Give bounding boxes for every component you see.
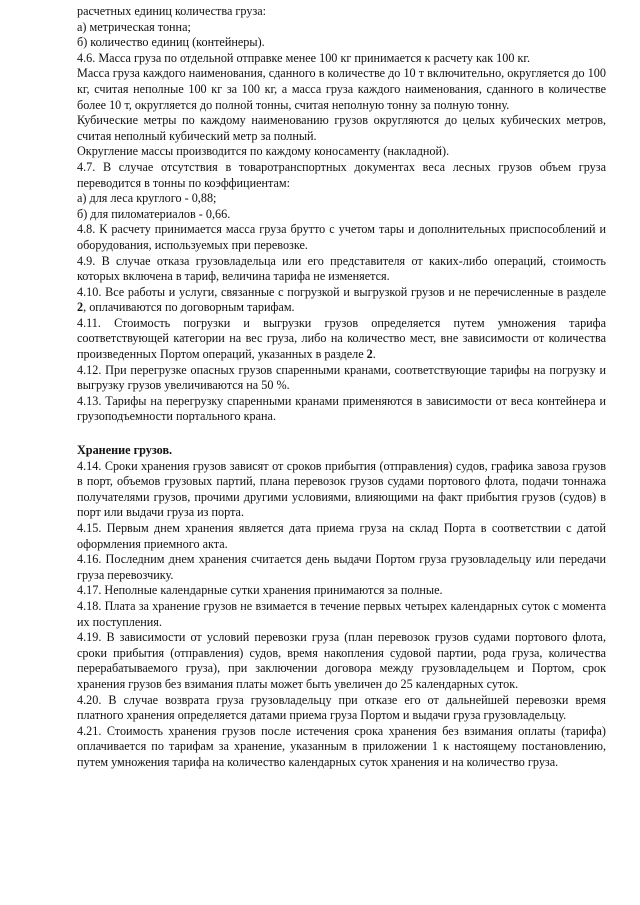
list-item-unit-count: б) количество единиц (контейнеры). xyxy=(77,35,265,50)
paragraph-4-10 xyxy=(77,285,606,316)
section-spacer xyxy=(77,425,606,443)
section-heading-storage: Хранение грузов. xyxy=(77,443,173,458)
paragraph-4-21: 4.21. Стоимость хранения грузов после истечения срока хранения без взимания оплаты (тарифа) оплачивается по тарифам за хранение, указанным в приложении 1 к настоящему постановлению, путем умножения тарифа на количество календарных суток хранения и на количество груза. xyxy=(77,723,606,769)
list-item-metric-ton: а) метрическая тонна; xyxy=(77,19,191,34)
paragraph-4-19: 4.19. В зависимости от условий перевозки груза (план перевозок грузов судами портового флота, сроки прибытия (отправления) судов, время накопления судовой партии, рода груза, количества перерабатываемого груза), при заключении договора между грузовладельцем и Портом, срок хранения грузов без взимания платы может быть увеличен до 25 календарных суток. xyxy=(77,630,606,691)
paragraph-4-20: 4.20. В случае возврата груза грузовладельцу при отказе его от дальнейшей перевозки время платного хранения определяется датами приема груза Портом и выдачи груза грузовладельцу. xyxy=(77,692,606,723)
list-item-sawn-timber: б) для пиломатериалов - 0,66. xyxy=(77,206,231,221)
section-ref-2: 2 xyxy=(366,347,373,362)
paragraph-units-intro: расчетных единиц количества груза: xyxy=(77,4,267,18)
paragraph-4-8: 4.8. К расчету принимается масса груза брутто с учетом тары и дополнительных приспособлений и оборудования, используемых при перевозке. xyxy=(77,222,606,252)
paragraph-4-11 xyxy=(77,316,606,363)
paragraph-4-6: 4.6. Масса груза по отдельной отправке менее 100 кг принимается к расчету как 100 кг. xyxy=(77,50,531,65)
paragraph-4-10-text: 4.10. Все работы и услуги, связанные с погрузкой и выгрузкой грузов и не перечисленные в разделе xyxy=(77,284,606,299)
paragraph-4-17: 4.17. Неполные календарные сутки хранения принимаются за полные. xyxy=(77,583,443,598)
paragraph-4-11-text: 4.11. Стоимость погрузки и выгрузки грузов определяется путем умножения тарифа соответствующей категории на вес груза, либо на количество мест, вне зависимости от количества произведенных Портом операций, указанных в разделе xyxy=(77,315,606,362)
paragraph-cubic-meters: Кубические метры по каждому наименованию грузов округляются до целых кубических метров, считая неполный кубический метр за полный. xyxy=(77,113,606,143)
paragraph-mass-rounding: Масса груза каждого наименования, сданного в количестве до 10 т включительно, округляется до 100 кг, считая неполные 100 кг за 100 кг, а масса груза каждого наименования, сданного в количестве более 10 т, округляется до полной тонны, считая неполную тонну за полную тонну. xyxy=(77,66,606,112)
paragraph-4-9: 4.9. В случае отказа грузовладельца или его представителя от каких-либо операций, стоимость которых включена в тариф, величина тарифа не изменяется. xyxy=(77,253,606,284)
list-item-round-timber: а) для леса круглого - 0,88; xyxy=(77,191,217,206)
paragraph-4-14: 4.14. Сроки хранения грузов зависят от сроков прибытия (отправления) судов, графика завоза грузов в порт, объемов грузовых партий, плана перевозок грузов судами портового флота, подачи тоннажа получателями грузов, прочими другими условиями, влияющими на факт прибытия грузов (судов) в порт или выдачи груза из порта. xyxy=(77,458,606,520)
paragraph-4-13: 4.13. Тарифы на перегрузку спаренными кранами применяются в зависимости от веса контейнера и грузоподъемности портального крана. xyxy=(77,393,606,424)
paragraph-4-10-tail: , оплачиваются по договорным тарифам. xyxy=(83,300,295,315)
section-ref-2: 2 xyxy=(77,300,84,315)
paragraph-4-18: 4.18. Плата за хранение грузов не взимается в течение первых четырех календарных суток с момента их поступления. xyxy=(77,598,606,629)
paragraph-4-7: 4.7. В случае отсутствия в товаротранспортных документах веса лесных грузов объем груза переводится в тонны по коэффициентам: xyxy=(77,159,606,190)
paragraph-rounding-per-bill: Округление массы производится по каждому коносаменту (накладной). xyxy=(77,144,450,159)
paragraph-4-12: 4.12. При перегрузке опасных грузов спаренными кранами, соответствующие тарифы на погрузку и выгрузку грузов увеличиваются на 50 %. xyxy=(77,362,606,393)
paragraph-4-15: 4.15. Первым днем хранения является дата приема груза на склад Порта в соответствии с датой оформления приемного акта. xyxy=(77,521,606,551)
paragraph-4-11-tail: . xyxy=(372,347,376,362)
paragraph-4-16: 4.16. Последним днем хранения считается день выдачи Портом груза грузовладельцу или передачи груза перевозчику. xyxy=(77,552,606,582)
